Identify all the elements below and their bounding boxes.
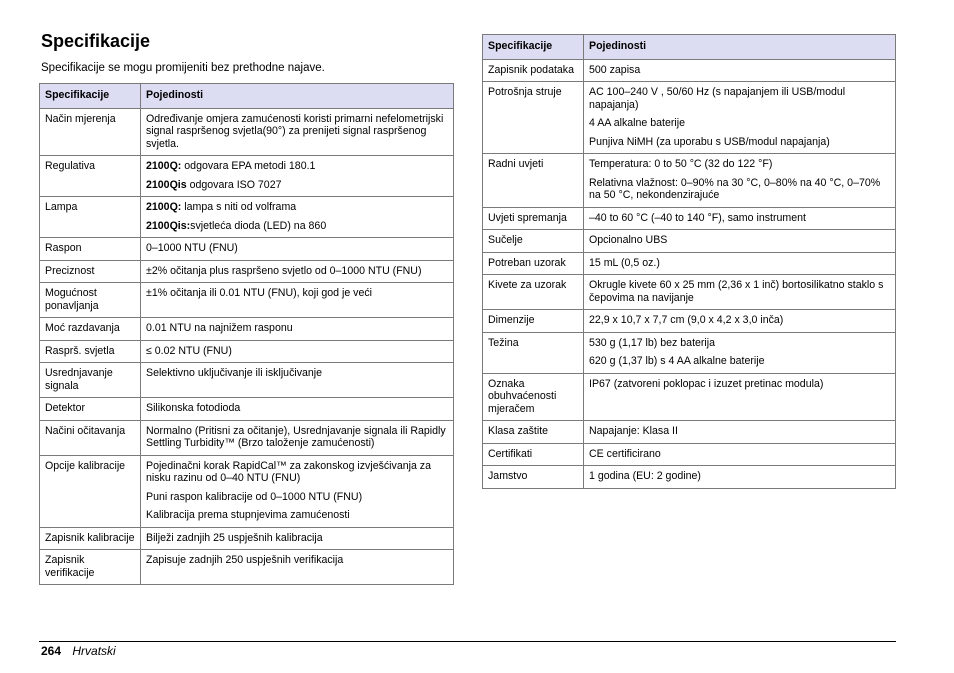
- spec-name-cell: Uvjeti spremanja: [483, 207, 584, 230]
- table-row: [483, 252, 896, 275]
- detail-text: 500 zapisa: [589, 63, 641, 76]
- detail-line: [146, 160, 448, 173]
- spec-name-cell: Radni uvjeti: [483, 154, 584, 208]
- spec-details-cell: [584, 466, 896, 489]
- table-row: [483, 332, 896, 373]
- spec-details-cell: [141, 318, 454, 341]
- detail-text: ≤ 0.02 NTU (FNU): [146, 344, 232, 357]
- detail-line: [589, 212, 890, 225]
- model-label: 2100Qis: [146, 178, 187, 191]
- specifications-table-right: [482, 34, 896, 489]
- detail-line: [146, 179, 448, 192]
- spec-name-cell: Moć razdavanja: [40, 318, 141, 341]
- spec-name-cell: Opcije kalibracije: [40, 455, 141, 527]
- table-row: [40, 550, 454, 585]
- detail-text: 530 g (1,17 lb) bez baterija: [589, 336, 716, 349]
- table-row: [40, 455, 454, 527]
- detail-line: [146, 220, 448, 233]
- table-row: [40, 363, 454, 398]
- table-row: [483, 154, 896, 208]
- table-row: [40, 340, 454, 363]
- spec-details-cell: [141, 340, 454, 363]
- detail-text: Određivanje omjera zamućenosti koristi primarni nefelometrijski signal raspršenog svjetla(90°) za prenijeti signal raspršenog svjetla.: [146, 112, 444, 150]
- spec-details-cell: [584, 373, 896, 421]
- detail-line: [589, 64, 890, 77]
- table-row: [483, 82, 896, 154]
- spec-name-cell: Dimenzije: [483, 310, 584, 333]
- spec-details-cell: [584, 82, 896, 154]
- model-label: 2100Q:: [146, 201, 182, 213]
- spec-name-cell: Potrošnja struje: [483, 82, 584, 154]
- detail-text: Silikonska fotodioda: [146, 402, 241, 414]
- spec-name-cell: Klasa zaštite: [483, 421, 584, 444]
- detail-line: [589, 86, 890, 111]
- detail-text: Bilježi zadnjih 25 uspješnih kalibracija: [146, 531, 323, 544]
- detail-line: [146, 460, 448, 485]
- spec-details-cell: [141, 527, 454, 550]
- table-row: [483, 310, 896, 333]
- detail-line: [146, 113, 448, 151]
- spec-details-cell: [141, 398, 454, 421]
- table-header-row: [40, 84, 454, 109]
- spec-name-cell: Rasprš. svjetla: [40, 340, 141, 363]
- table-row: [483, 59, 896, 82]
- detail-line: [589, 279, 890, 304]
- detail-line: [146, 402, 448, 415]
- spec-details-cell: [141, 197, 454, 238]
- spec-name-cell: Certifikati: [483, 443, 584, 466]
- table-row: [40, 527, 454, 550]
- table-row: [40, 108, 454, 156]
- spec-name-cell: Kivete za uzorak: [483, 275, 584, 310]
- spec-details-cell: [584, 332, 896, 373]
- footer-divider: [39, 641, 896, 642]
- spec-details-cell: [584, 310, 896, 333]
- header-pojedinosti: Pojedinosti: [141, 84, 454, 109]
- table-row: [40, 420, 454, 455]
- table-row: [40, 318, 454, 341]
- detail-text: IP67 (zatvoreni poklopac i izuzet pretinac modula): [589, 377, 824, 390]
- detail-text: Relativna vlažnost: 0–90% na 30 °C, 0–80% na 40 °C, 0–70% na 50 °C, nekondenzirajuće: [589, 176, 881, 201]
- spec-name-cell: Način mjerenja: [40, 108, 141, 156]
- spec-details-cell: [584, 443, 896, 466]
- spec-details-cell: [584, 207, 896, 230]
- detail-line: [146, 287, 448, 300]
- table-row: [40, 260, 454, 283]
- table-row: [483, 230, 896, 253]
- detail-text: 0.01 NTU na najnižem rasponu: [146, 322, 293, 334]
- detail-line: [589, 355, 890, 368]
- spec-name-cell: Preciznost: [40, 260, 141, 283]
- detail-text: ±1% očitanja ili 0.01 NTU (FNU), koji god je veći: [146, 287, 373, 299]
- detail-line: [146, 491, 448, 504]
- detail-line: [146, 554, 448, 567]
- table-row: [40, 283, 454, 318]
- detail-text: Zapisuje zadnjih 250 uspješnih verifikacija: [146, 554, 344, 566]
- spec-name-cell: Usrednjavanje signala: [40, 363, 141, 398]
- spec-details-cell: [584, 275, 896, 310]
- detail-text: Okrugle kivete 60 x 25 mm (2,36 x 1 inč) bortosilikatno staklo s čepovima na navijanje: [589, 279, 884, 304]
- spec-details-cell: [141, 260, 454, 283]
- table-row: [40, 156, 454, 197]
- detail-line: [589, 470, 890, 483]
- detail-line: [589, 425, 890, 438]
- header-pojedinosti: Pojedinosti: [584, 35, 896, 60]
- spec-details-cell: [141, 283, 454, 318]
- detail-text: 22,9 x 10,7 x 7,7 cm (9,0 x 4,2 x 3,0 inča): [589, 314, 784, 326]
- detail-text: Normalno (Pritisni za očitanje), Usrednjavanje signala ili Rapidly Settling Turbidity™ (Brzo taloženje zamućenosti): [146, 424, 446, 449]
- detail-text: Punjiva NiMH (za uporabu s USB/modul napajanja): [589, 135, 830, 148]
- detail-text: 620 g (1,37 lb) s 4 AA alkalne baterije: [589, 355, 765, 367]
- detail-line: [146, 509, 448, 522]
- spec-name-cell: Raspon: [40, 238, 141, 261]
- spec-name-cell: Regulativa: [40, 156, 141, 197]
- table-row: [40, 398, 454, 421]
- spec-details-cell: [584, 421, 896, 444]
- detail-text: 15 mL (0,5 oz.): [589, 256, 660, 269]
- detail-line: [589, 257, 890, 270]
- spec-details-cell: [141, 363, 454, 398]
- spec-name-cell: Zapisnik kalibracije: [40, 527, 141, 550]
- spec-details-cell: [141, 108, 454, 156]
- detail-line: [589, 314, 890, 327]
- spec-details-cell: [584, 252, 896, 275]
- footer-language: Hrvatski: [72, 644, 116, 658]
- spec-name-cell: Načini očitavanja: [40, 420, 141, 455]
- header-specifikacije: Specifikacije: [483, 35, 584, 60]
- spec-details-cell: [584, 154, 896, 208]
- detail-text: 1 godina (EU: 2 godine): [589, 470, 701, 482]
- spec-name-cell: Težina: [483, 332, 584, 373]
- detail-line: [146, 265, 448, 278]
- detail-line: [146, 532, 448, 545]
- detail-line: [589, 378, 890, 391]
- detail-text: Opcionalno UBS: [589, 234, 668, 246]
- spec-name-cell: Sučelje: [483, 230, 584, 253]
- table-row: [483, 466, 896, 489]
- spec-name-cell: Zapisnik podataka: [483, 59, 584, 82]
- detail-text: odgovara EPA metodi 180.1: [181, 160, 316, 172]
- detail-line: [589, 177, 890, 202]
- spec-details-cell: [141, 238, 454, 261]
- detail-text: CE certificirano: [589, 447, 661, 460]
- detail-line: [146, 322, 448, 335]
- detail-text: ±2% očitanja plus raspršeno svjetlo od 0–1000 NTU (FNU): [146, 264, 422, 277]
- intro-text: Specifikacije se mogu promijeniti bez prethodne najave.: [41, 62, 325, 74]
- table-row: [483, 207, 896, 230]
- spec-name-cell: Potreban uzorak: [483, 252, 584, 275]
- detail-text: Temperatura: 0 to 50 °C (32 do 122 °F): [589, 158, 773, 170]
- spec-details-cell: [141, 550, 454, 585]
- detail-text: Puni raspon kalibracije od 0–1000 NTU (FNU): [146, 490, 363, 503]
- table-row: [483, 373, 896, 421]
- header-specifikacije: Specifikacije: [40, 84, 141, 109]
- table-row: [483, 443, 896, 466]
- detail-line: [146, 345, 448, 358]
- detail-text: 0–1000 NTU (FNU): [146, 242, 238, 254]
- spec-details-cell: [584, 230, 896, 253]
- table-row: [483, 275, 896, 310]
- detail-text: odgovara ISO 7027: [186, 178, 282, 191]
- spec-name-cell: Detektor: [40, 398, 141, 421]
- detail-text: –40 to 60 °C (–40 to 140 °F), samo instrument: [589, 211, 806, 224]
- spec-details-cell: [584, 59, 896, 82]
- table-row: [483, 421, 896, 444]
- detail-line: [589, 234, 890, 247]
- page-title: Specifikacije: [41, 31, 151, 51]
- model-label: 2100Q:: [146, 160, 182, 172]
- detail-text: AC 100–240 V , 50/60 Hz (s napajanjem ili USB/modul napajanja): [589, 86, 846, 111]
- detail-line: [589, 158, 890, 171]
- spec-details-cell: [141, 420, 454, 455]
- detail-text: Pojedinačni korak RapidCal™ za zakonskog izvješćivanja za nisku razinu od 0–40 NTU (FNU): [146, 459, 431, 484]
- detail-line: [589, 448, 890, 461]
- detail-text: Kalibracija prema stupnjevima zamućenosti: [146, 509, 350, 521]
- spec-name-cell: Oznaka obuhvaćenosti mjeračem: [483, 373, 584, 421]
- spec-name-cell: Jamstvo: [483, 466, 584, 489]
- page-footer: [41, 644, 116, 658]
- spec-details-cell: [141, 156, 454, 197]
- detail-line: [146, 425, 448, 450]
- detail-text: svjetleća dioda (LED) na 860: [190, 219, 327, 232]
- detail-line: [589, 117, 890, 130]
- detail-text: 4 AA alkalne baterije: [589, 117, 685, 129]
- table-header-row: [483, 35, 896, 60]
- page-number: 264: [41, 644, 62, 658]
- spec-details-cell: [141, 455, 454, 527]
- detail-line: [146, 367, 448, 380]
- detail-line: [589, 136, 890, 149]
- detail-text: Selektivno uključivanje ili isključivanje: [146, 367, 323, 379]
- detail-text: lampa s niti od volframa: [181, 201, 297, 213]
- spec-name-cell: Lampa: [40, 197, 141, 238]
- detail-line: [589, 337, 890, 350]
- detail-text: Napajanje: Klasa II: [589, 425, 678, 437]
- spec-name-cell: Mogućnost ponavljanja: [40, 283, 141, 318]
- detail-line: [146, 201, 448, 214]
- detail-line: [146, 242, 448, 255]
- table-row: [40, 238, 454, 261]
- spec-name-cell: Zapisnik verifikacije: [40, 550, 141, 585]
- specifications-table-left: [39, 83, 454, 585]
- table-row: [40, 197, 454, 238]
- model-label: 2100Qis:: [146, 219, 191, 232]
